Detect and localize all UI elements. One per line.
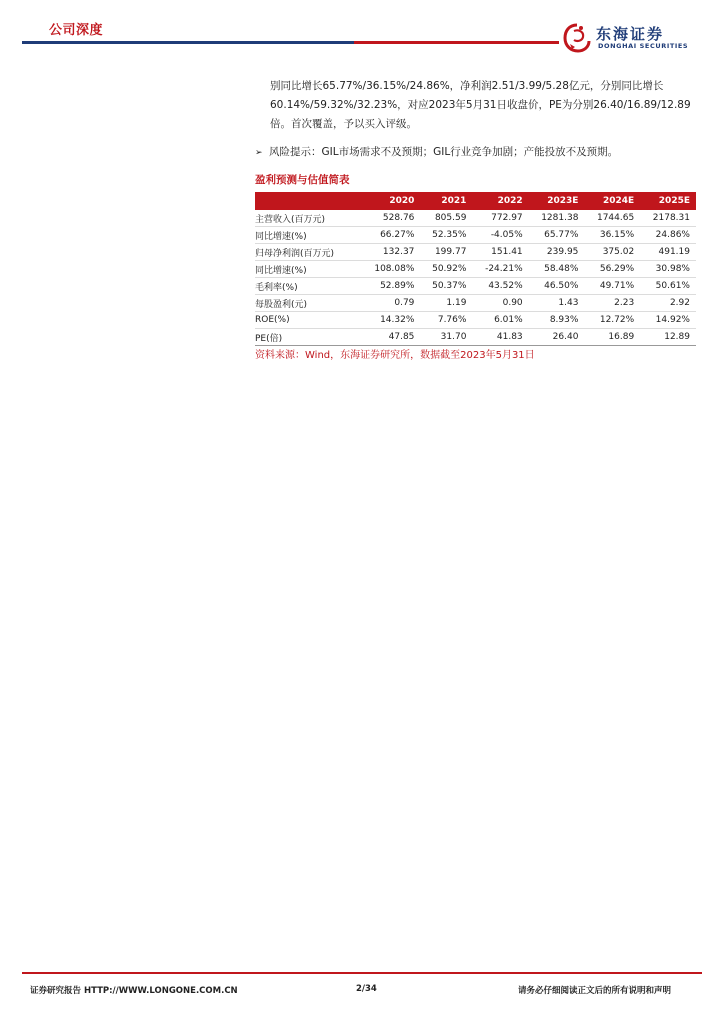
table-cell: 14.32% [361,312,420,329]
logo-english-name: DONGHAI SECURITIES [598,42,689,50]
table-cell: 132.37 [361,244,420,261]
row-label: 主营收入(百万元) [255,210,361,227]
arrow-bullet-icon: ➢ [255,148,263,158]
table-cell: 50.61% [640,278,696,295]
table-cell: 16.89 [584,329,640,346]
header-cell: 2023E [529,192,585,210]
table-cell: 52.89% [361,278,420,295]
header-divider-blue [22,41,354,44]
table-cell: 56.29% [584,261,640,278]
table-cell: 6.01% [472,312,528,329]
row-label: 每股盈利(元) [255,295,361,312]
table-cell: 199.77 [420,244,472,261]
table-row [255,295,696,312]
table-cell: 12.89 [640,329,696,346]
table-cell: 1.43 [529,295,585,312]
table-cell: 2.23 [584,295,640,312]
footer-website: 证券研究报告 HTTP://WWW.LONGONE.COM.CN [30,986,238,996]
table-cell: 50.92% [420,261,472,278]
header-cell: 2021 [420,192,472,210]
dragon-emblem-icon [562,22,592,54]
table-cell: 24.86% [640,227,696,244]
header-cell: 2025E [640,192,696,210]
table-cell: 1744.65 [584,210,640,227]
table-cell: 47.85 [361,329,420,346]
header-divider-red [354,41,559,44]
row-label: PE(倍) [255,329,361,346]
table-cell: 52.35% [420,227,472,244]
table-cell: 375.02 [584,244,640,261]
table-cell: 30.98% [640,261,696,278]
section-label: 公司深度 [49,23,104,38]
page-number: 2/34 [356,984,377,994]
donghai-logo [560,22,710,54]
table-cell: 7.76% [420,312,472,329]
logo-chinese-name: 东海证券 [596,25,665,43]
table-cell: 26.40 [529,329,585,346]
table-row [255,227,696,244]
table-cell: 65.77% [529,227,585,244]
risk-text: 风险提示：GIL市场需求不及预期；GIL行业竞争加剧；产能投放不及预期。 [269,146,619,158]
table-header-row [255,192,696,210]
table-row [255,312,696,329]
header-cell: 2022 [472,192,528,210]
table-cell: 12.72% [584,312,640,329]
header-cell [255,192,361,210]
row-label: 同比增速(%) [255,261,361,278]
table-row [255,261,696,278]
header-cell: 2024E [584,192,640,210]
table-cell: 772.97 [472,210,528,227]
table-cell: 58.48% [529,261,585,278]
header-cell: 2020 [361,192,420,210]
summary-paragraph: 别同比增长65.77%/36.15%/24.86%，净利润2.51/3.99/5.28亿元，分别同比增长60.14%/59.32%/32.23%，对应2023年5月31日收盘价，PE为分别26.40/16.89/12.89倍。首次覆盖，予以买入评级。 [270,80,691,130]
table-cell: 43.52% [472,278,528,295]
row-label: 同比增速(%) [255,227,361,244]
table-cell: 805.59 [420,210,472,227]
table-row [255,244,696,261]
table-cell: 239.95 [529,244,585,261]
table-cell: 151.41 [472,244,528,261]
table-cell: 0.90 [472,295,528,312]
table-cell: 46.50% [529,278,585,295]
table-cell: -24.21% [472,261,528,278]
footer-disclaimer: 请务必仔细阅读正文后的所有说明和声明 [518,986,672,996]
table-cell: 1281.38 [529,210,585,227]
table-cell: 50.37% [420,278,472,295]
risk-warning [255,144,618,159]
row-label: 毛利率(%) [255,278,361,295]
table-cell: 108.08% [361,261,420,278]
footer-divider [22,972,702,974]
table-cell: 491.19 [640,244,696,261]
table-cell: 31.70 [420,329,472,346]
table-cell: 66.27% [361,227,420,244]
table-row [255,278,696,295]
forecast-table [255,192,696,346]
table-cell: 2178.31 [640,210,696,227]
source-note: 资料来源：Wind，东海证券研究所，数据截至2023年5月31日 [255,350,535,361]
table-cell: 49.71% [584,278,640,295]
table-cell: 0.79 [361,295,420,312]
table-cell: 36.15% [584,227,640,244]
table-cell: 2.92 [640,295,696,312]
table-cell: -4.05% [472,227,528,244]
table-cell: 1.19 [420,295,472,312]
table-row [255,329,696,346]
table-title: 盈利预测与估值简表 [255,174,350,186]
table-cell: 528.76 [361,210,420,227]
table-cell: 8.93% [529,312,585,329]
table-cell: 14.92% [640,312,696,329]
table-cell: 41.83 [472,329,528,346]
row-label: 归母净利润(百万元) [255,244,361,261]
table-row [255,210,696,227]
row-label: ROE(%) [255,312,361,329]
